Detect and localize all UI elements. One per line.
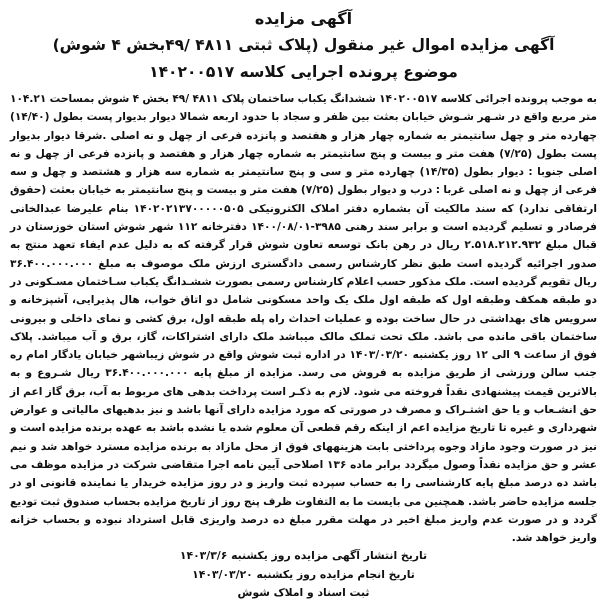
auction-date-line: تاریخ انجام مزایده روز یکشنبه ۱۴۰۳/۰۳/۲۰ — [192, 567, 415, 581]
case-number-line: موضوع پرونده اجرایی کلاسه ۱۴۰۲۰۰۵۱۷ — [149, 63, 458, 81]
notice-subtitle: آگهی مزایده اموال غیر منقول (پلاک ثبتی ۴۸۱۱ /۴۹بخش ۴ شوش) — [52, 36, 555, 54]
notice-title: آگهی مزایده — [254, 9, 353, 28]
issuing-office: ثبت اسناد و املاک شوش — [237, 586, 370, 600]
publish-date-line: تاریخ انتشار آگهی مزایده روز یکشنبه ۱۴۰۳/۳/۶ — [179, 549, 428, 563]
notice-body: به موجب پرونده اجرائی کلاسه ۱۴۰۲۰۰۵۱۷ ششدانگ یکباب ساختمان پلاک ۴۸۱۱ /۴۹ بخش ۴ شوش بمساحت ۱۰۴.۲۱ متر مربع واقع در شـهر شـوش خیابان بعثت بین ظفر و سجاد با حدود اربعه شمالا دیوار بدیوار پست بطول (۱۴/۴۰) چهارده متر و چهل سانتیمتر به شماره چهار هزار و هفتصد و پانزده فرعی از چهل و نه اصلی .شرقا دیوار بدیوار پست بطول (۷/۲۵) هفت متر و بیست و پنج سانتیمتر به شماره چهار هزار و هفتصد و پانزده فرعی از چهل و نه اصلی جنوبا : دیوار بطول (۱۴/۳۵) چهارده متر و سی و پنج سانتیمتر به شماره سه هزار و هشتصد و چهل و سه فرعی از چهل و نه اصلی غربا : درب و دیوار بطول (۷/۲۵) هفت متر و بیست و پنج سانتیمتر به خیابان بعثت (حقوق ارتفاقی ندارد) که سند مالکیت آن بشماره دفتر املاک الکترونیکی ۱۴۰۲۰۲۱۳۷۰۰۰۰۰۵۰۵ بنام علیرضا عبدالخانی فرصادر و تسلیم گردیده است و برابر سند رهنی ۳۹۸۵-۱۴۰۰/۰۸/۰۱ دفترخانه ۱۱۲ شهر شوش استان خوزستان در قبال مبلغ ۲.۵۱۸.۲۱۲.۹۳۲ ریال در رهن بانک توسعه تعاون شوش قرار گرفته که به دلیل عدم ایفاء تعهد منتج به صدور اجرائیه گردیده است طبق نظر کارشناس رسمی دادگستری ارزش ملک موصوف به مبلغ ۳۶.۴۰۰.۰۰۰.۰۰۰ ریال تقویم گردیده است. ملک مذکور حسب اعلام کارشناس رسمی بصورت ششـدانگ یکباب سـاختمان مسـکونی در دو طبقه همکف وطبقه اول که طبقه اول ملک یک واحد مسکونی شامل دو اتاق خواب، هال پذیرایی، آشپزخانه و سرویس های بهداشتی در حال ساخت بوده و عملیات احداث راه پله طبقه اول، برق کشی و نمای داخلی و بیرونی ساختمان باقی مانده می باشد. ملک تحت تملک مالک میباشد ملک دارای اشتراکات، گاز، برق و آب میباشد. پلاک فوق از ساعت ۹ الی ۱۲ روز یکشنبه ۱۴۰۳/۰۳/۲۰ در اداره ثبت شوش واقع در شوش زیباشهر خیابان یادگار امام ره جنب سالن ورزشی از طریق مزایده به فروش می رسد. مزایده از مبلغ پایه ۳۶.۴۰۰.۰۰۰.۰۰۰ ریال شـروع و به بالاترین قیمت پیشنهادی نقداً فروخته می شود. لازم به ذکـر است پرداخت بدهی های مربوط به آب، برق گاز اعم از حق انشـعاب و یا حق اشتـراک و مصرف در صورتی که مورد مزایده دارای آنها باشد و نیز بدهیهای مالیاتی و عوارض شهرداری و غیره تا تاریخ مزایده اعم از اینکه رقم قطعی آن معلوم شده یا نشده باشد به عهده برنده مزایده است و نیز در صورت وجود مازاد وجوه پرداختی بابت هزینههای فوق از محل مازاد به برنده مزایده مسترد خواهد شد و نیم عشر و حق مزایده نقداً وصول میگردد برابر ماده ۱۳۶ اصلاحی آیین نامه اجرا متقاضی شرکت در مزایده موظف می باشد ده درصد مبلغ پایه کارشناسی را به حساب سپرده ثبت واریز و در روز مزایده خریدار یا نماینده قانونی او در جلسه مزایده حاضر باشد. همچنین می بایست ما به التفاوت ظرف پنج روز از تاریخ مزایده بحساب صندوق ثبت تودیع گردد و در صورت عدم واریز مبلغ اخیر در مهلت مقرر مبلغ ده درصد واریزی قابل استرداد نبوده و بحساب خزانه واریز خواهد شد. — [10, 93, 598, 545]
